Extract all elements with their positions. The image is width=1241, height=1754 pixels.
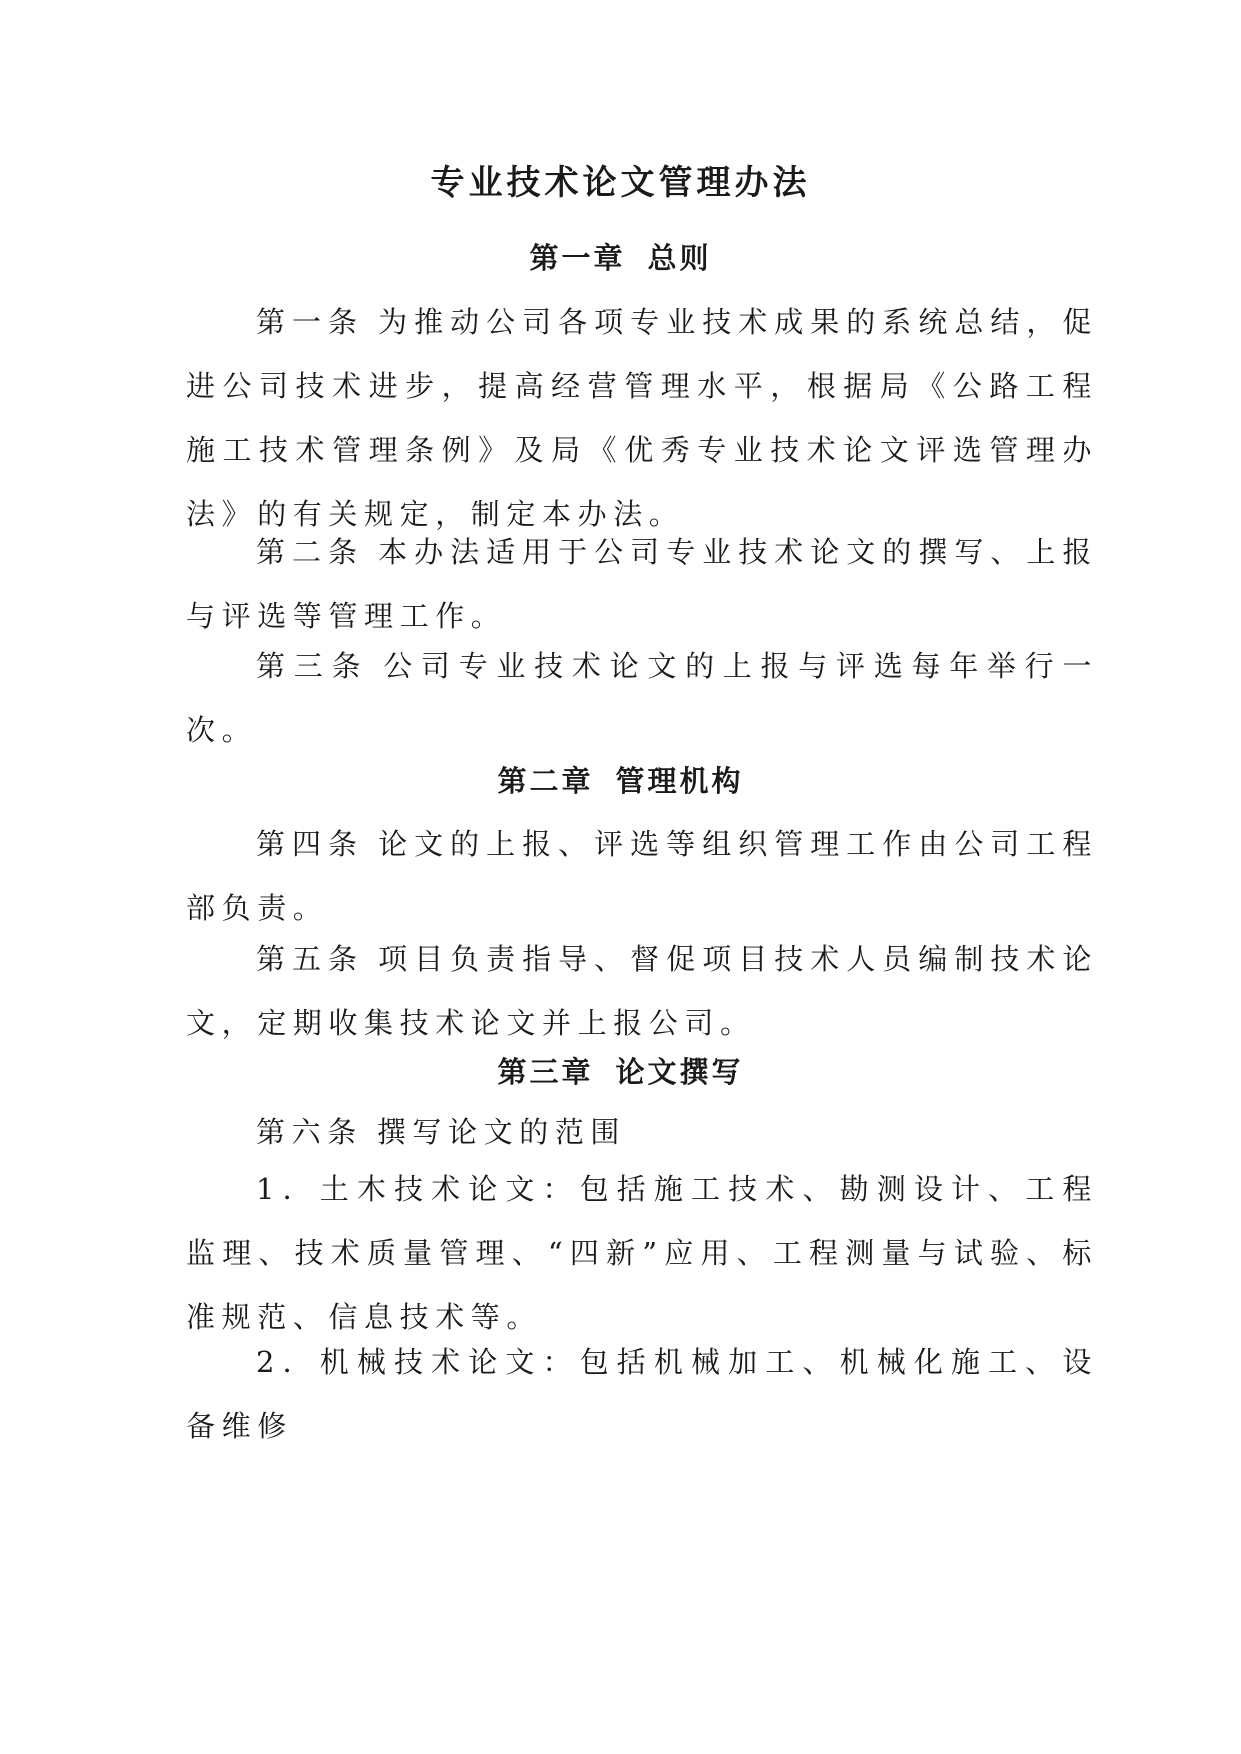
- article-4: [186, 812, 1098, 940]
- chapter-name: 总则: [647, 241, 712, 275]
- article-label: 第三条: [256, 649, 370, 683]
- chapter-name: 论文撰写: [615, 1055, 744, 1089]
- article-label: 第四条: [256, 827, 365, 861]
- article-text: 本办法适用于公司专业技术论文的撰写、上报与评选等管理工作。: [186, 535, 1098, 633]
- chapter-label: 第二章: [497, 764, 594, 798]
- article-1: [186, 290, 1098, 546]
- article-text: 公司专业技术论文的上报与评选每年举行一次。: [186, 649, 1098, 747]
- article-text: 论文的上报、评选等组织管理工作由公司工程部负责。: [186, 827, 1098, 925]
- chapter-name: 管理机构: [615, 764, 744, 798]
- chapter-label: 第一章: [529, 241, 626, 275]
- chapter-heading-2: [0, 761, 1241, 801]
- article-label: 第五条: [256, 942, 365, 976]
- article-text: 撰写论文的范围: [376, 1115, 627, 1149]
- list-item-1: 1．土木技术论文：包括施工技术、勘测设计、工程监理、技术质量管理、“四新”应用、工程测量与试验、标准规范、信息技术等。: [186, 1172, 1098, 1334]
- article-2: [186, 520, 1098, 648]
- article-label: 第一条: [256, 305, 365, 339]
- chapter-label: 第三章: [497, 1055, 594, 1089]
- article-label: 第六条: [256, 1115, 363, 1149]
- article-5: [186, 927, 1098, 1055]
- chapter-heading-1: [0, 238, 1241, 278]
- article-6: [186, 1100, 1098, 1164]
- document-title: 专业技术论文管理办法: [430, 163, 811, 203]
- chapter-heading-3: [0, 1052, 1241, 1092]
- article-label: 第二条: [256, 535, 365, 569]
- article-text: 项目负责指导、督促项目技术人员编制技术论文，定期收集技术论文并上报公司。: [186, 942, 1098, 1040]
- article-text: 为推动公司各项专业技术成果的系统总结，促进公司技术进步，提高经营管理水平，根据局《公路工程施工技术管理条例》及局《优秀专业技术论文评选管理办法》的有关规定，制定本办法。: [186, 305, 1098, 531]
- article-3: [186, 634, 1098, 762]
- list-item-2: 2．机械技术论文：包括机械加工、机械化施工、设备维修: [186, 1345, 1098, 1443]
